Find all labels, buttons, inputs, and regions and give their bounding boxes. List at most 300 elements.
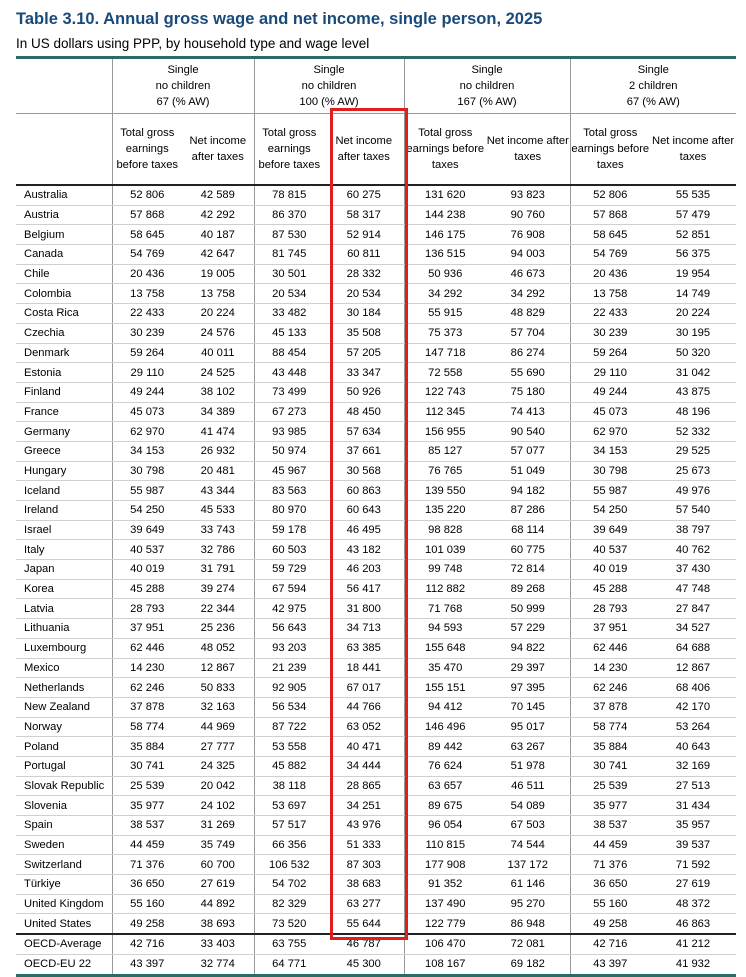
country-cell: Spain [16, 816, 112, 836]
value-cell: 72 081 [486, 934, 570, 954]
value-cell: 85 127 [404, 441, 486, 461]
table-row [16, 737, 736, 757]
value-cell: 55 644 [324, 914, 404, 934]
value-cell: 45 967 [254, 461, 324, 481]
country-cell: United Kingdom [16, 894, 112, 914]
value-cell: 38 537 [570, 816, 650, 836]
value-cell: 136 515 [404, 245, 486, 265]
country-cell: OECD-EU 22 [16, 954, 112, 975]
value-cell: 42 170 [650, 697, 736, 717]
value-cell: 24 325 [182, 756, 254, 776]
value-cell: 62 246 [112, 678, 182, 698]
value-cell: 46 673 [486, 264, 570, 284]
table-row [16, 264, 736, 284]
value-cell: 47 748 [650, 579, 736, 599]
value-cell: 73 520 [254, 914, 324, 934]
value-cell: 44 766 [324, 697, 404, 717]
value-cell: 35 957 [650, 816, 736, 836]
table-row [16, 816, 736, 836]
value-cell: 72 558 [404, 363, 486, 383]
value-cell: 74 413 [486, 402, 570, 422]
value-cell: 52 914 [324, 225, 404, 245]
value-cell: 86 274 [486, 343, 570, 363]
value-cell: 35 884 [112, 737, 182, 757]
value-cell: 46 495 [324, 520, 404, 540]
value-cell: 40 643 [650, 737, 736, 757]
value-cell: 59 178 [254, 520, 324, 540]
table-row [16, 245, 736, 265]
value-cell: 50 320 [650, 343, 736, 363]
value-cell: 46 863 [650, 914, 736, 934]
value-cell: 46 511 [486, 776, 570, 796]
value-cell: 13 758 [112, 284, 182, 304]
group-header-1 [112, 58, 254, 114]
value-cell: 49 258 [570, 914, 650, 934]
value-cell: 37 951 [112, 619, 182, 639]
value-cell: 55 987 [570, 481, 650, 501]
table-row [16, 697, 736, 717]
value-cell: 25 236 [182, 619, 254, 639]
country-cell: Lithuania [16, 619, 112, 639]
value-cell: 56 534 [254, 697, 324, 717]
table-row [16, 225, 736, 245]
table-row [16, 422, 736, 442]
value-cell: 73 499 [254, 382, 324, 402]
value-cell: 20 042 [182, 776, 254, 796]
value-cell: 37 878 [570, 697, 650, 717]
value-cell: 67 594 [254, 579, 324, 599]
value-cell: 30 501 [254, 264, 324, 284]
value-cell: 53 697 [254, 796, 324, 816]
value-cell: 86 948 [486, 914, 570, 934]
value-cell: 55 160 [112, 894, 182, 914]
country-cell: Luxembourg [16, 638, 112, 658]
value-cell: 112 345 [404, 402, 486, 422]
value-cell: 34 153 [570, 441, 650, 461]
value-cell: 52 851 [650, 225, 736, 245]
group-header-line: no children [155, 80, 211, 92]
value-cell: 87 722 [254, 717, 324, 737]
value-cell: 89 268 [486, 579, 570, 599]
group-header-3 [404, 58, 570, 114]
value-cell: 25 539 [112, 776, 182, 796]
corner-cell [16, 58, 112, 114]
value-cell: 30 239 [570, 323, 650, 343]
group-header-line: 100 (% AW) [299, 96, 359, 108]
value-cell: 33 403 [182, 934, 254, 954]
table-row [16, 540, 736, 560]
value-cell: 27 847 [650, 599, 736, 619]
value-cell: 76 908 [486, 225, 570, 245]
value-cell: 38 797 [650, 520, 736, 540]
country-cell: Germany [16, 422, 112, 442]
value-cell: 32 163 [182, 697, 254, 717]
value-cell: 50 833 [182, 678, 254, 698]
value-cell: 40 537 [112, 540, 182, 560]
value-cell: 20 224 [650, 304, 736, 324]
value-cell: 52 332 [650, 422, 736, 442]
value-cell: 58 774 [570, 717, 650, 737]
table-row [16, 323, 736, 343]
country-cell: Canada [16, 245, 112, 265]
value-cell: 54 769 [112, 245, 182, 265]
value-cell: 56 375 [650, 245, 736, 265]
value-cell: 98 828 [404, 520, 486, 540]
value-cell: 20 534 [254, 284, 324, 304]
value-cell: 25 673 [650, 461, 736, 481]
value-cell: 89 675 [404, 796, 486, 816]
table-row [16, 520, 736, 540]
value-cell: 31 791 [182, 560, 254, 580]
table-row [16, 441, 736, 461]
summary-row [16, 934, 736, 954]
country-cell: Italy [16, 540, 112, 560]
country-cell: Hungary [16, 461, 112, 481]
value-cell: 19 954 [650, 264, 736, 284]
value-cell: 48 372 [650, 894, 736, 914]
country-cell: Denmark [16, 343, 112, 363]
country-cell: Korea [16, 579, 112, 599]
value-cell: 14 230 [570, 658, 650, 678]
table-body [16, 185, 736, 975]
value-cell: 31 434 [650, 796, 736, 816]
value-cell: 71 376 [112, 855, 182, 875]
table-row [16, 205, 736, 225]
value-cell: 99 748 [404, 560, 486, 580]
value-cell: 62 446 [112, 638, 182, 658]
table-row [16, 756, 736, 776]
table-row [16, 717, 736, 737]
table-row [16, 560, 736, 580]
value-cell: 38 683 [324, 875, 404, 895]
value-cell: 37 878 [112, 697, 182, 717]
value-cell: 50 974 [254, 441, 324, 461]
value-cell: 64 771 [254, 954, 324, 975]
country-cell: Sweden [16, 835, 112, 855]
value-cell: 58 317 [324, 205, 404, 225]
value-cell: 88 454 [254, 343, 324, 363]
value-cell: 30 239 [112, 323, 182, 343]
value-cell: 58 645 [112, 225, 182, 245]
value-cell: 91 352 [404, 875, 486, 895]
sub-header-gross: Total gross earnings before taxes [254, 114, 324, 186]
value-cell: 30 568 [324, 461, 404, 481]
country-cell: Switzerland [16, 855, 112, 875]
value-cell: 13 758 [570, 284, 650, 304]
value-cell: 40 537 [570, 540, 650, 560]
value-cell: 50 926 [324, 382, 404, 402]
value-cell: 30 184 [324, 304, 404, 324]
value-cell: 90 760 [486, 205, 570, 225]
value-cell: 32 169 [650, 756, 736, 776]
group-header-line: 67 (% AW) [626, 96, 680, 108]
value-cell: 34 444 [324, 756, 404, 776]
value-cell: 27 777 [182, 737, 254, 757]
table-row [16, 835, 736, 855]
value-cell: 96 054 [404, 816, 486, 836]
table-row [16, 599, 736, 619]
value-cell: 60 775 [486, 540, 570, 560]
value-cell: 135 220 [404, 501, 486, 521]
table-title: Table 3.10. Annual gross wage and net income, single person, 2025 [16, 10, 543, 28]
value-cell: 48 450 [324, 402, 404, 422]
value-cell: 42 975 [254, 599, 324, 619]
country-cell: Ireland [16, 501, 112, 521]
sub-header-row [16, 114, 736, 186]
value-cell: 22 433 [112, 304, 182, 324]
country-cell: Slovenia [16, 796, 112, 816]
group-header-line: Single [313, 64, 345, 76]
value-cell: 95 017 [486, 717, 570, 737]
value-cell: 31 042 [650, 363, 736, 383]
value-cell: 33 743 [182, 520, 254, 540]
value-cell: 66 356 [254, 835, 324, 855]
value-cell: 29 525 [650, 441, 736, 461]
value-cell: 18 441 [324, 658, 404, 678]
value-cell: 44 459 [570, 835, 650, 855]
value-cell: 155 151 [404, 678, 486, 698]
value-cell: 35 977 [112, 796, 182, 816]
value-cell: 62 246 [570, 678, 650, 698]
value-cell: 69 182 [486, 954, 570, 975]
value-cell: 55 690 [486, 363, 570, 383]
group-header-line: no children [301, 80, 357, 92]
value-cell: 28 793 [570, 599, 650, 619]
value-cell: 51 049 [486, 461, 570, 481]
value-cell: 75 373 [404, 323, 486, 343]
value-cell: 35 884 [570, 737, 650, 757]
value-cell: 139 550 [404, 481, 486, 501]
value-cell: 101 039 [404, 540, 486, 560]
value-cell: 59 264 [570, 343, 650, 363]
value-cell: 48 829 [486, 304, 570, 324]
value-cell: 30 741 [570, 756, 650, 776]
value-cell: 24 576 [182, 323, 254, 343]
value-cell: 41 212 [650, 934, 736, 954]
country-cell: Colombia [16, 284, 112, 304]
value-cell: 42 647 [182, 245, 254, 265]
value-cell: 37 661 [324, 441, 404, 461]
value-cell: 20 481 [182, 461, 254, 481]
value-cell: 61 146 [486, 875, 570, 895]
value-cell: 34 153 [112, 441, 182, 461]
value-cell: 93 985 [254, 422, 324, 442]
group-header-line: 167 (% AW) [457, 96, 517, 108]
value-cell: 53 558 [254, 737, 324, 757]
value-cell: 55 987 [112, 481, 182, 501]
value-cell: 110 815 [404, 835, 486, 855]
value-cell: 94 412 [404, 697, 486, 717]
value-cell: 75 180 [486, 382, 570, 402]
summary-row [16, 954, 736, 975]
value-cell: 89 442 [404, 737, 486, 757]
value-cell: 32 774 [182, 954, 254, 975]
value-cell: 144 238 [404, 205, 486, 225]
table-row [16, 382, 736, 402]
value-cell: 45 288 [112, 579, 182, 599]
value-cell: 34 292 [486, 284, 570, 304]
value-cell: 57 868 [570, 205, 650, 225]
value-cell: 122 779 [404, 914, 486, 934]
table-row [16, 363, 736, 383]
value-cell: 43 344 [182, 481, 254, 501]
country-cell: Chile [16, 264, 112, 284]
value-cell: 12 867 [182, 658, 254, 678]
value-cell: 14 749 [650, 284, 736, 304]
value-cell: 57 479 [650, 205, 736, 225]
value-cell: 41 474 [182, 422, 254, 442]
value-cell: 63 052 [324, 717, 404, 737]
value-cell: 54 702 [254, 875, 324, 895]
value-cell: 56 643 [254, 619, 324, 639]
value-cell: 57 868 [112, 205, 182, 225]
country-cell: Latvia [16, 599, 112, 619]
value-cell: 80 970 [254, 501, 324, 521]
value-cell: 87 303 [324, 855, 404, 875]
value-cell: 63 267 [486, 737, 570, 757]
table-row [16, 855, 736, 875]
country-cell: Slovak Republic [16, 776, 112, 796]
value-cell: 45 073 [570, 402, 650, 422]
value-cell: 51 978 [486, 756, 570, 776]
value-cell: 137 172 [486, 855, 570, 875]
value-cell: 67 273 [254, 402, 324, 422]
value-cell: 58 645 [570, 225, 650, 245]
group-header-row [16, 58, 736, 114]
value-cell: 42 292 [182, 205, 254, 225]
table-row [16, 304, 736, 324]
value-cell: 57 517 [254, 816, 324, 836]
value-cell: 60 863 [324, 481, 404, 501]
value-cell: 35 508 [324, 323, 404, 343]
value-cell: 39 274 [182, 579, 254, 599]
value-cell: 71 592 [650, 855, 736, 875]
value-cell: 44 459 [112, 835, 182, 855]
value-cell: 29 110 [570, 363, 650, 383]
value-cell: 56 417 [324, 579, 404, 599]
value-cell: 36 650 [570, 875, 650, 895]
value-cell: 42 589 [182, 185, 254, 205]
table-subtitle: In US dollars using PPP, by household type and wage level [16, 36, 370, 51]
value-cell: 147 718 [404, 343, 486, 363]
country-cell: Belgium [16, 225, 112, 245]
value-cell: 177 908 [404, 855, 486, 875]
sub-header-gross: Total gross earnings before taxes [404, 114, 486, 186]
value-cell: 24 102 [182, 796, 254, 816]
value-cell: 46 203 [324, 560, 404, 580]
value-cell: 40 011 [182, 343, 254, 363]
value-cell: 31 269 [182, 816, 254, 836]
value-cell: 28 332 [324, 264, 404, 284]
value-cell: 13 758 [182, 284, 254, 304]
country-cell: Estonia [16, 363, 112, 383]
value-cell: 95 270 [486, 894, 570, 914]
value-cell: 54 089 [486, 796, 570, 816]
value-cell: 57 634 [324, 422, 404, 442]
value-cell: 63 277 [324, 894, 404, 914]
value-cell: 45 300 [324, 954, 404, 975]
value-cell: 62 970 [570, 422, 650, 442]
table-row [16, 796, 736, 816]
value-cell: 34 292 [404, 284, 486, 304]
value-cell: 12 867 [650, 658, 736, 678]
value-cell: 22 433 [570, 304, 650, 324]
value-cell: 50 936 [404, 264, 486, 284]
value-cell: 57 229 [486, 619, 570, 639]
value-cell: 55 915 [404, 304, 486, 324]
value-cell: 71 768 [404, 599, 486, 619]
value-cell: 43 875 [650, 382, 736, 402]
value-cell: 108 167 [404, 954, 486, 975]
value-cell: 45 882 [254, 756, 324, 776]
value-cell: 30 798 [570, 461, 650, 481]
value-cell: 112 882 [404, 579, 486, 599]
table-row [16, 914, 736, 934]
value-cell: 35 977 [570, 796, 650, 816]
value-cell: 32 786 [182, 540, 254, 560]
value-cell: 34 713 [324, 619, 404, 639]
value-cell: 94 822 [486, 638, 570, 658]
country-cell: Portugal [16, 756, 112, 776]
value-cell: 59 264 [112, 343, 182, 363]
value-cell: 60 811 [324, 245, 404, 265]
wage-table-container [16, 56, 736, 977]
value-cell: 63 657 [404, 776, 486, 796]
value-cell: 131 620 [404, 185, 486, 205]
value-cell: 42 716 [570, 934, 650, 954]
value-cell: 48 196 [650, 402, 736, 422]
country-cell: Greece [16, 441, 112, 461]
table-row [16, 185, 736, 205]
value-cell: 60 643 [324, 501, 404, 521]
value-cell: 39 537 [650, 835, 736, 855]
value-cell: 38 118 [254, 776, 324, 796]
group-header-line: Single [471, 64, 503, 76]
country-cell: Costa Rica [16, 304, 112, 324]
value-cell: 30 195 [650, 323, 736, 343]
value-cell: 43 976 [324, 816, 404, 836]
value-cell: 94 182 [486, 481, 570, 501]
value-cell: 45 133 [254, 323, 324, 343]
value-cell: 33 482 [254, 304, 324, 324]
value-cell: 30 798 [112, 461, 182, 481]
value-cell: 22 344 [182, 599, 254, 619]
value-cell: 72 814 [486, 560, 570, 580]
corner-cell [16, 114, 112, 186]
group-header-line: Single [167, 64, 199, 76]
wage-net-income-table [16, 56, 736, 977]
country-cell: Japan [16, 560, 112, 580]
country-cell: France [16, 402, 112, 422]
value-cell: 57 540 [650, 501, 736, 521]
table-row [16, 343, 736, 363]
country-cell: Mexico [16, 658, 112, 678]
value-cell: 49 976 [650, 481, 736, 501]
value-cell: 67 017 [324, 678, 404, 698]
value-cell: 45 288 [570, 579, 650, 599]
value-cell: 42 716 [112, 934, 182, 954]
table-row [16, 658, 736, 678]
value-cell: 43 397 [570, 954, 650, 975]
value-cell: 59 729 [254, 560, 324, 580]
country-cell: Israel [16, 520, 112, 540]
value-cell: 46 787 [324, 934, 404, 954]
value-cell: 43 397 [112, 954, 182, 975]
value-cell: 93 203 [254, 638, 324, 658]
value-cell: 87 530 [254, 225, 324, 245]
value-cell: 49 258 [112, 914, 182, 934]
value-cell: 57 205 [324, 343, 404, 363]
